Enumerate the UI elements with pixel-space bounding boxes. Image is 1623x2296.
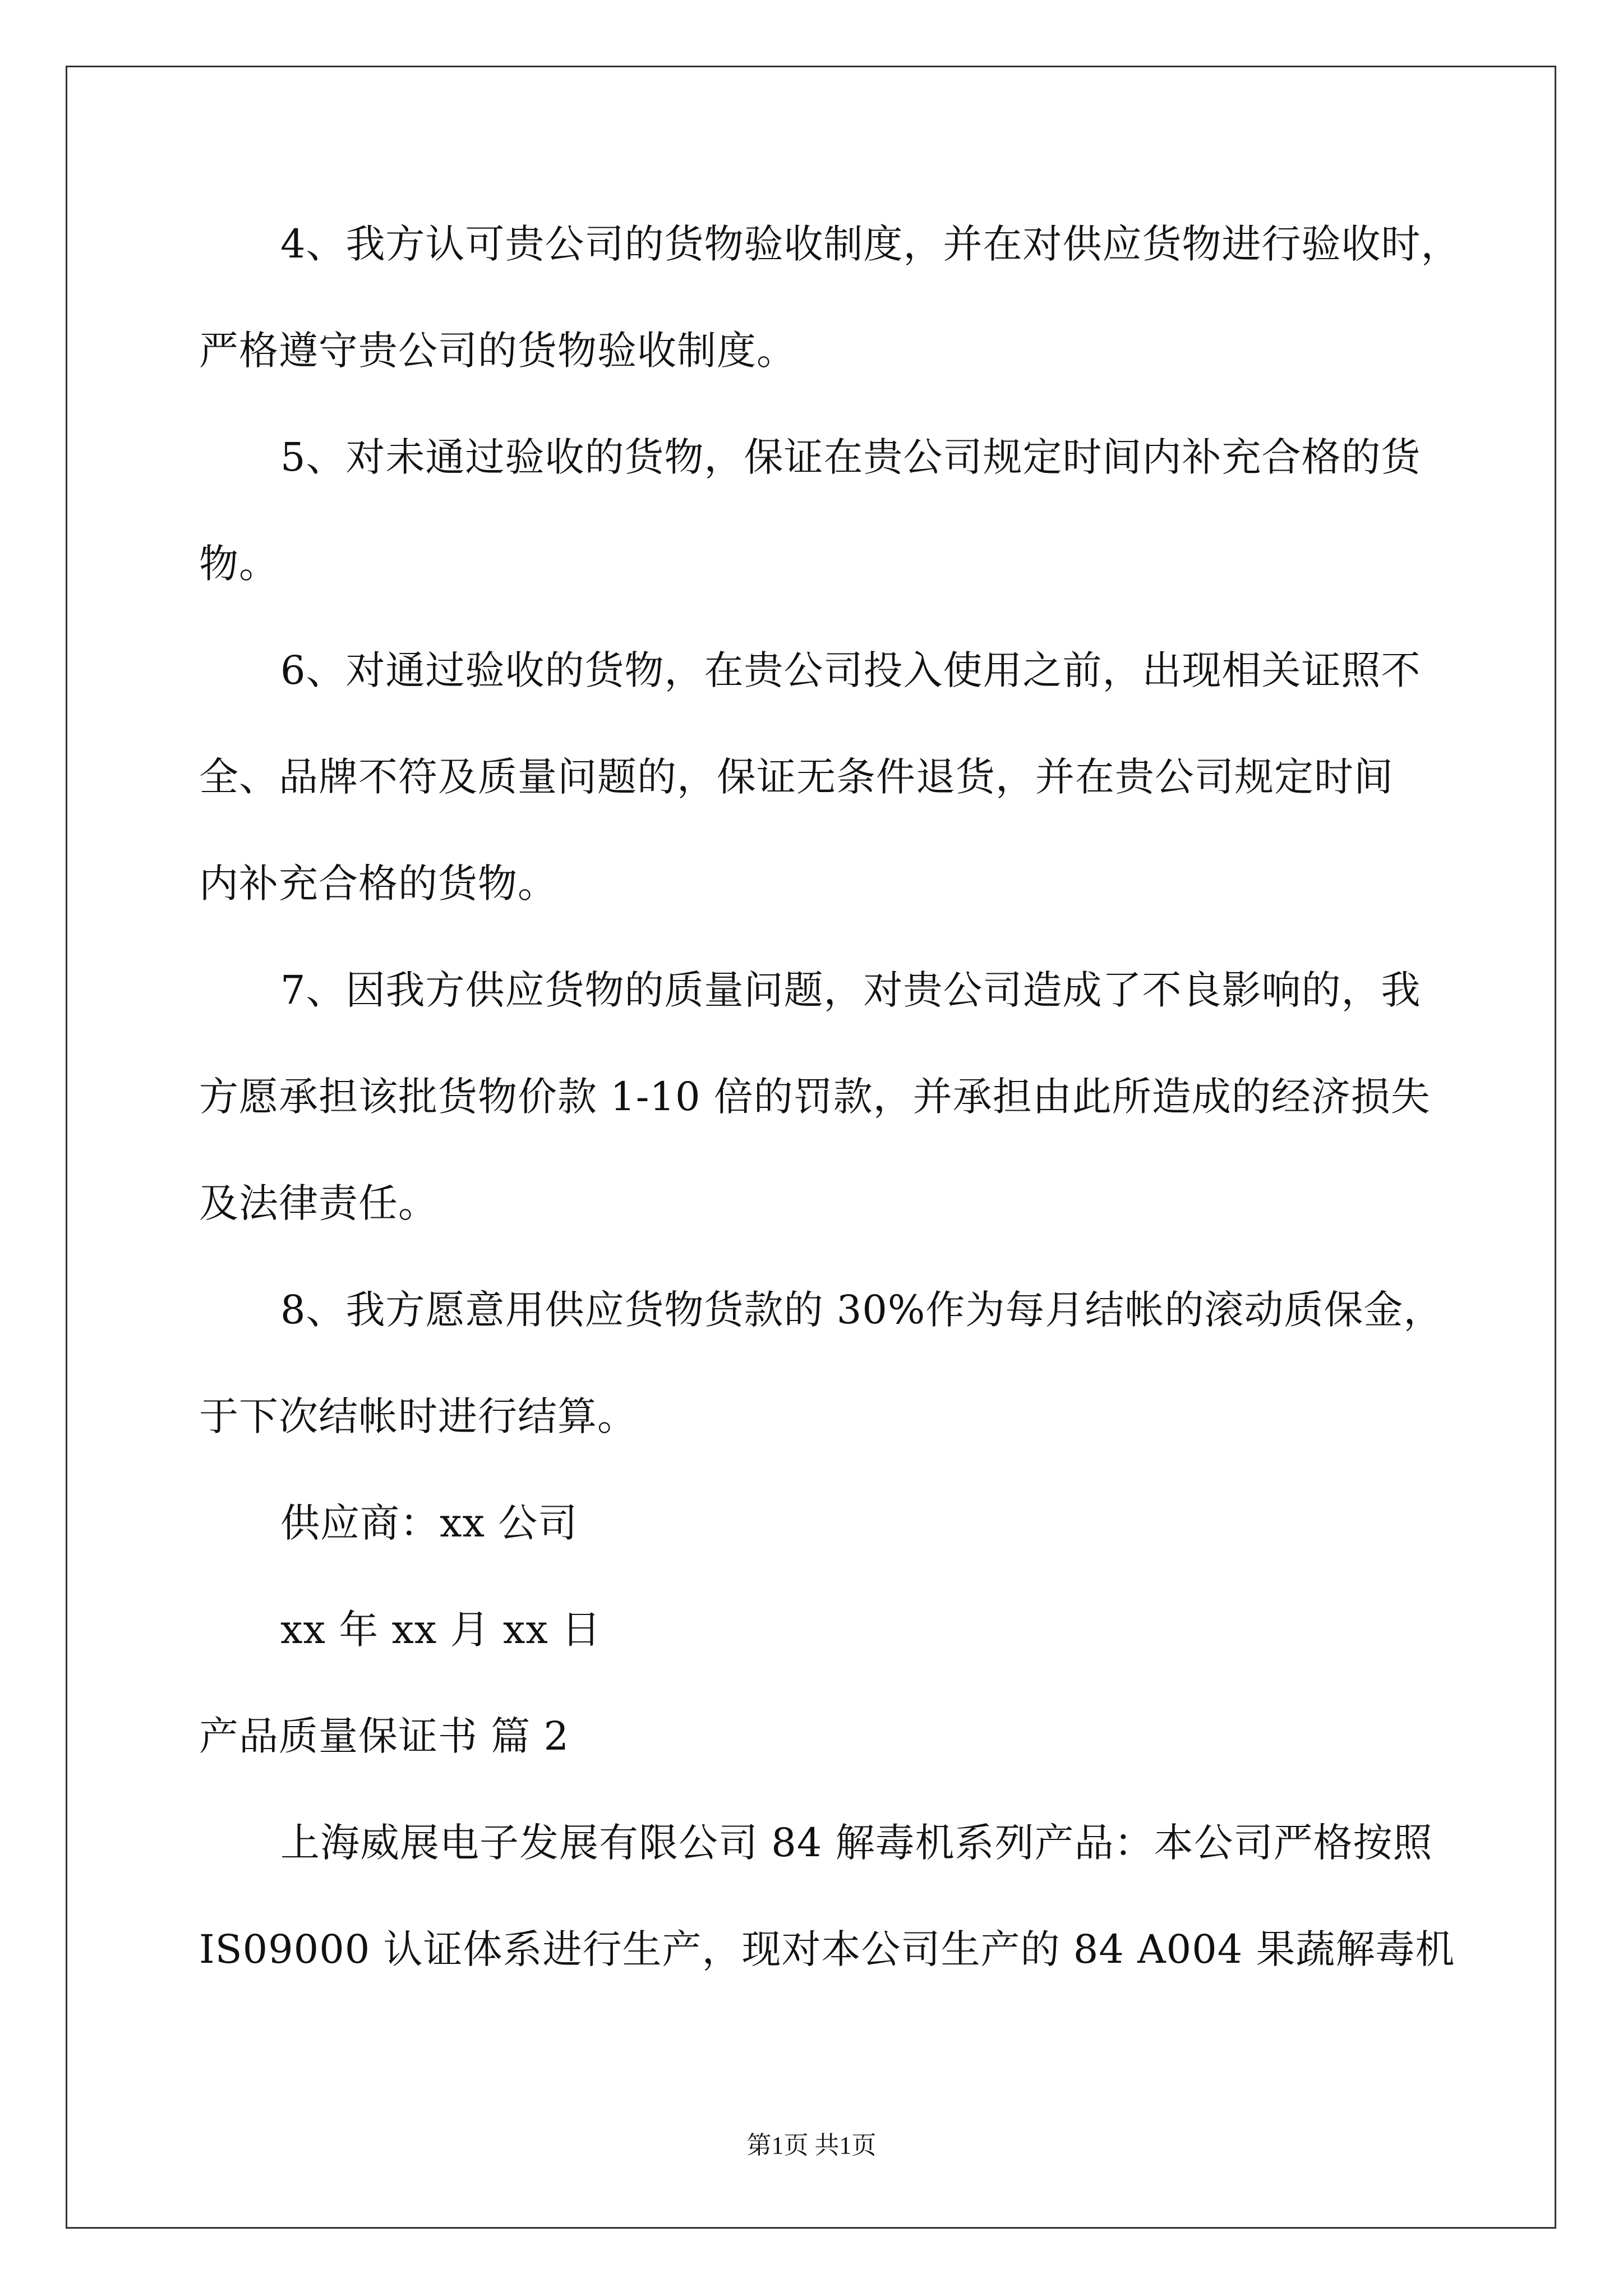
- section-heading: 产品质量保证书 篇 2: [199, 1713, 570, 1759]
- paragraph-8-line-2: 于下次结帐时进行结算。: [199, 1393, 637, 1439]
- paragraph-7-line-3: 及法律责任。: [199, 1180, 438, 1226]
- paragraph-4-line-1: 4、我方认可贵公司的货物验收制度，并在对供应货物进行验收时，: [280, 221, 1461, 267]
- paragraph-9-line-1: 上海威展电子发展有限公司 84 解毒机系列产品：本公司严格按照: [280, 1820, 1433, 1866]
- paragraph-6-line-1: 6、对通过验收的货物，在贵公司投入使用之前，出现相关证照不: [280, 647, 1421, 693]
- paragraph-4-line-2: 严格遵守贵公司的货物验收制度。: [199, 328, 796, 374]
- paragraph-9-line-2: IS09000 认证体系进行生产，现对本公司生产的 84 A004 果蔬解毒机: [199, 1926, 1455, 1972]
- paragraph-8-line-1: 8、我方愿意用供应货物货款的 30%作为每月结帐的滚动质保金，: [280, 1287, 1444, 1333]
- paragraph-5-line-1: 5、对未通过验收的货物，保证在贵公司规定时间内补充合格的货: [280, 434, 1421, 480]
- paragraph-7-line-1: 7、因我方供应货物的质量问题，对贵公司造成了不良影响的，我: [280, 967, 1421, 1013]
- supplier-line: 供应商：xx 公司: [280, 1500, 578, 1546]
- page-border: [66, 66, 1556, 2229]
- page-footer: 第1页 共1页: [746, 2132, 877, 2159]
- paragraph-6-line-2: 全、品牌不符及质量问题的，保证无条件退货，并在贵公司规定时间: [199, 754, 1394, 800]
- date-line: xx 年 xx 月 xx 日: [280, 1607, 602, 1653]
- paragraph-7-line-2: 方愿承担该批货物价款 1-10 倍的罚款，并承担由此所造成的经济损失: [199, 1074, 1431, 1120]
- paragraph-5-line-2: 物。: [199, 541, 279, 587]
- paragraph-6-line-3: 内补充合格的货物。: [199, 861, 557, 907]
